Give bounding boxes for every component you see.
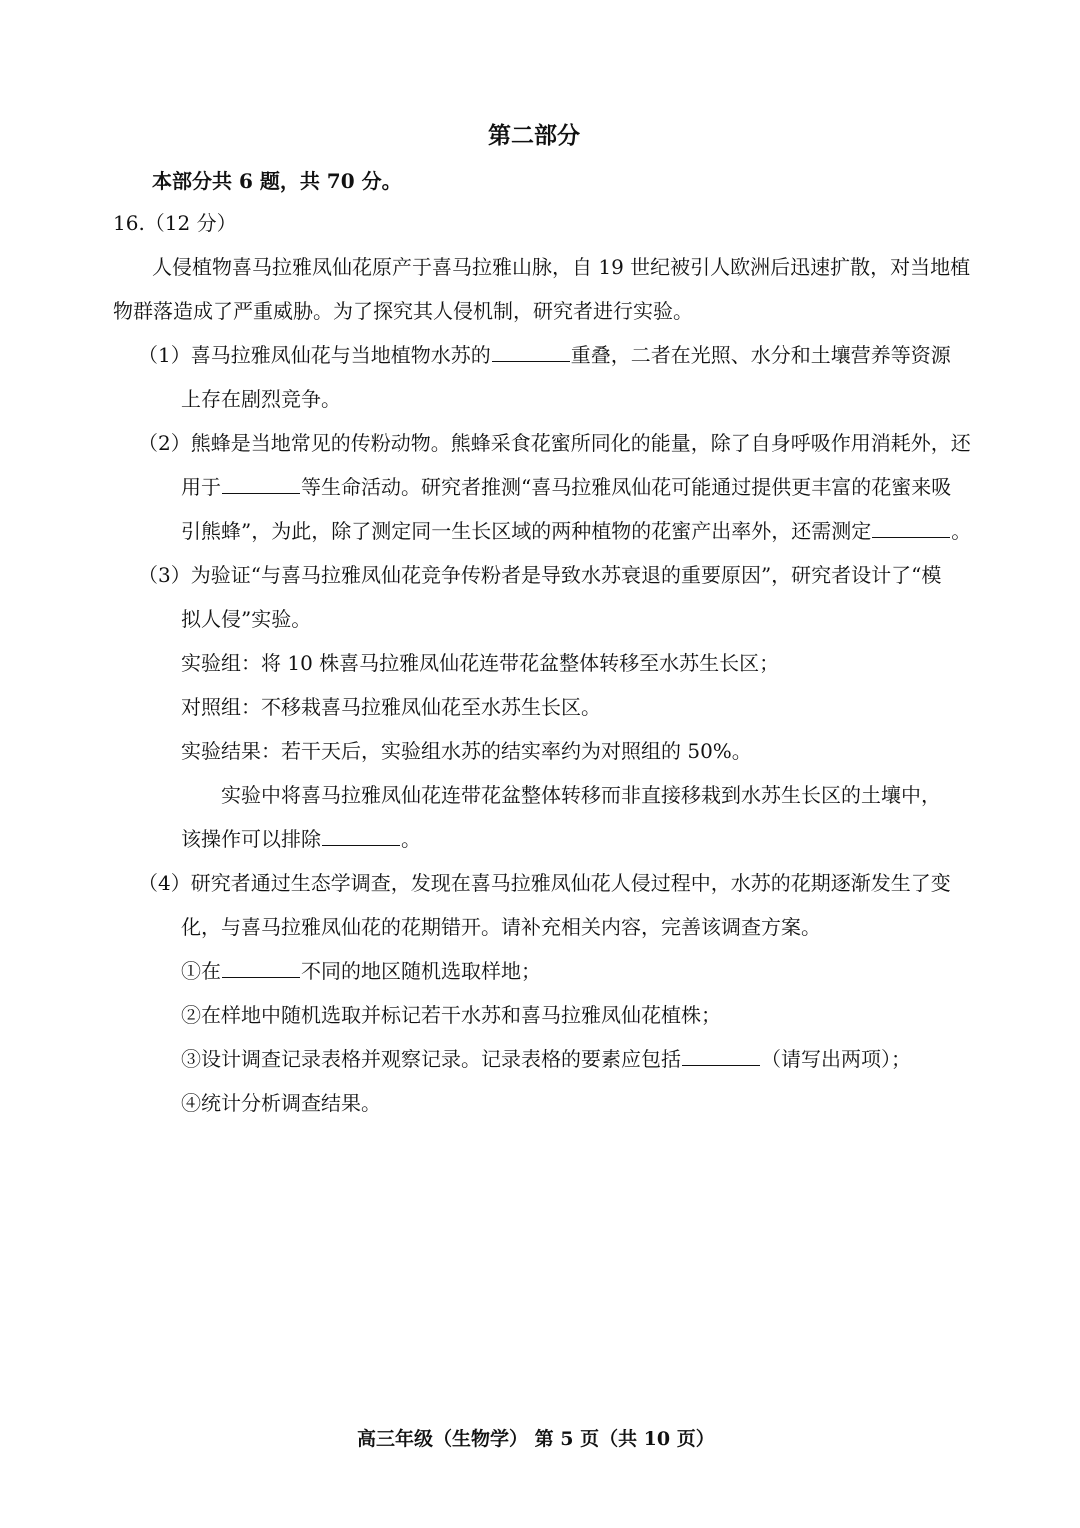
- survey-step-1: [181, 957, 541, 985]
- experimental-group: 实验组：将 10 株喜马拉雅凤仙花连带花盆整体转移至水苏生长区；: [181, 651, 780, 675]
- part1-line-2: 上存在剧烈竞争。: [181, 387, 341, 411]
- part3-text-g: 该操作可以排除: [181, 827, 321, 851]
- answer-blank-6[interactable]: [682, 1045, 760, 1066]
- part1-text-a: （1）喜马拉雅凤仙花与当地植物水苏的: [138, 343, 491, 367]
- answer-blank-2[interactable]: [222, 473, 300, 494]
- part3-line-1: （3）为验证“与喜马拉雅凤仙花竞争传粉者是导致水苏衰退的重要原因”，研究者设计了“模: [138, 563, 942, 587]
- part4-line-2: 化，与喜马拉雅凤仙花的花期错开。请补充相关内容，完善该调查方案。: [181, 915, 821, 939]
- part2-line-3: [181, 517, 971, 545]
- part3-text-h: 。: [401, 827, 421, 851]
- step3-text-b: （请写出两项）；: [761, 1047, 911, 1071]
- page-footer: 高三年级（生物学） 第 5 页（共 10 页）: [357, 1428, 715, 1450]
- section-intro: 本部分共 6 题，共 70 分。: [152, 169, 402, 193]
- part2-text-d: 引熊蜂”，为此，除了测定同一生长区域的两种植物的花蜜产出率外，还需测定: [181, 519, 872, 543]
- survey-step-3: [181, 1045, 911, 1073]
- step1-text-a: ①在: [181, 959, 221, 983]
- answer-blank-5[interactable]: [222, 957, 300, 978]
- part3-line-2: 拟人侵”实验。: [181, 607, 312, 631]
- part1-text-b: 重叠，二者在光照、水分和土壤营养等资源: [570, 343, 951, 367]
- control-group: 对照组：不移栽喜马拉雅凤仙花至水苏生长区。: [181, 695, 601, 719]
- answer-blank-3[interactable]: [872, 517, 950, 538]
- step1-text-b: 不同的地区随机选取样地；: [301, 959, 541, 983]
- part2-text-b: 用于: [181, 475, 221, 499]
- part2-line-2: [181, 473, 951, 501]
- part3-line-6: 实验中将喜马拉雅凤仙花连带花盆整体转移而非直接移栽到水苏生长区的土壤中，: [221, 783, 941, 807]
- question-stem-line-1: 人侵植物喜马拉雅凤仙花原产于喜马拉雅山脉，自 19 世纪被引人欧洲后迅速扩散，对当地植: [152, 255, 971, 279]
- survey-step-2: ②在样地中随机选取并标记若干水苏和喜马拉雅凤仙花植株；: [181, 1003, 721, 1027]
- part1-line-1: [138, 341, 951, 369]
- experiment-result: 实验结果：若干天后，实验组水苏的结实率约为对照组的 50%。: [181, 739, 752, 763]
- step3-text-a: ③设计调查记录表格并观察记录。记录表格的要素应包括: [181, 1047, 681, 1071]
- part2-text-e: 。: [951, 519, 972, 543]
- answer-blank-1[interactable]: [492, 341, 570, 362]
- part2-line-1: （2）熊蜂是当地常见的传粉动物。熊蜂采食花蜜所同化的能量，除了自身呼吸作用消耗外，还: [138, 431, 971, 455]
- part4-line-1: （4）研究者通过生态学调查，发现在喜马拉雅凤仙花人侵过程中，水苏的花期逐渐发生了变: [138, 871, 951, 895]
- survey-step-4: ④统计分析调查结果。: [181, 1091, 381, 1115]
- part2-text-c: 等生命活动。研究者推测“喜马拉雅凤仙花可能通过提供更丰富的花蜜来吸: [301, 475, 952, 499]
- question-stem-line-2: 物群落造成了严重威胁。为了探究其人侵机制，研究者进行实验。: [113, 299, 693, 323]
- part3-line-7: [181, 825, 421, 853]
- section-title: 第二部分: [488, 123, 580, 149]
- answer-blank-4[interactable]: [322, 825, 400, 846]
- question-number: 16.（12 分）: [113, 211, 237, 235]
